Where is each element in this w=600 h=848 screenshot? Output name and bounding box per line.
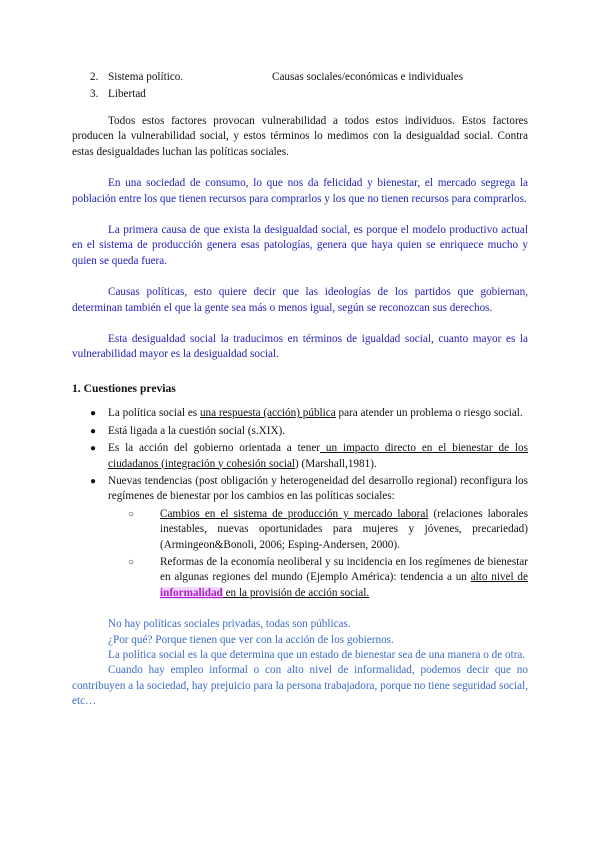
list-item xyxy=(72,441,528,472)
document-page xyxy=(72,70,528,710)
text: (relaciones laborales inestables, nuevas oportunidades para mujeres y jóvenes, precariedad) (Armingeon&Bonoli, 2006; Esping-Andersen, 2000). xyxy=(160,507,528,551)
underlined-text: en la provisión de acción social. xyxy=(222,586,370,599)
text: Es la acción del gobierno orientada a tener xyxy=(108,442,321,455)
list-label: Sistema político. xyxy=(108,71,184,83)
blue-paragraph: Causas políticas, esto quiere decir que las ideologías de los partidos que gobiernan, determinan también el que la gente sea más o menos igual, según se reconozcan sus derechos. xyxy=(72,286,528,314)
blue-paragraph: La primera causa de que exista la desigualdad social, es porque el modelo productivo actual en el sistema de producción genera esas patologías, genera que haya quien se enriquece mucho y quien se queda fuera. xyxy=(72,224,528,267)
sub-list xyxy=(108,507,528,601)
list-item xyxy=(72,87,528,104)
list-item xyxy=(72,424,528,439)
underlined-text: alto nivel de xyxy=(470,571,528,584)
text: (Marshall,1981). xyxy=(298,457,377,470)
paragraph: Todos estos factores provocan vulnerabilidad a todos estos individuos. Estos factores producen la vulnerabilidad social, y estos términos lo medimos con la desigualdad social. Contra estas desigualdades luchan las políticas sociales. xyxy=(72,115,528,158)
list-item xyxy=(72,474,528,601)
text: La política social es xyxy=(108,407,200,420)
sub-list-item xyxy=(72,507,528,553)
list-label: Libertad xyxy=(108,88,146,100)
closing-notes xyxy=(72,617,528,709)
highlighted-text: informalidad xyxy=(160,586,223,599)
underlined-text: un impacto directo en el bienestar de los ciudadanos (integración y cohesión social) xyxy=(108,442,528,470)
bullet-icon: ● xyxy=(90,443,97,455)
note-line: No hay políticas sociales privadas, todas son públicas. xyxy=(108,618,351,631)
list-item xyxy=(72,406,528,421)
text: para atender un problema o riesgo social. xyxy=(335,407,523,420)
blue-paragraph: En una sociedad de consumo, lo que nos da felicidad y bienestar, el mercado segrega la población entre los que tienen recursos para comprarlos y los que no tienen recursos para comprarlos. xyxy=(72,177,528,205)
numbered-list xyxy=(72,70,528,104)
underlined-text: Cambios en el sistema de producción y mercado laboral xyxy=(160,507,429,520)
underlined-text: una respuesta (acción) pública xyxy=(199,407,336,420)
circle-bullet-icon: ○ xyxy=(128,556,135,568)
bullet-icon: ● xyxy=(90,475,97,487)
blue-paragraph: Esta desigualdad social la traducimos en términos de igualdad social, cuanto mayor es la vulnerabilidad mayor es la desigualdad social. xyxy=(72,333,528,361)
note-line: ¿Por qué? Porque tienen que ver con la acción de los gobiernos. xyxy=(108,633,394,646)
text: Nuevas tendencias (post obligación y heterogeneidad del desarrollo regional) reconfigura los regímenes de bienestar por los cambios en las políticas sociales: xyxy=(108,474,528,503)
text: Está ligada a la cuestión social (s.XIX). xyxy=(108,424,286,437)
note-line: La política social es la que determina que un estado de bienestar sea de una manera o de otra. xyxy=(108,648,526,661)
circle-bullet-icon: ○ xyxy=(128,508,135,520)
list-number: 2. xyxy=(90,71,99,83)
list-item xyxy=(72,70,528,87)
text: Reformas de la economía neoliberal y su incidencia en los regímenes de bienestar en algunas regiones del mundo (Ejemplo América): tendencia a un xyxy=(160,555,528,584)
bullet-icon: ● xyxy=(90,408,97,420)
section-title: 1. Cuestiones previas xyxy=(72,381,176,395)
list-extra: Causas sociales/económicas e individuales xyxy=(272,71,464,83)
sub-list-item xyxy=(72,555,528,601)
list-number: 3. xyxy=(90,88,99,100)
bullet-list xyxy=(72,406,528,601)
bullet-icon: ● xyxy=(90,425,97,437)
note-line: Cuando hay empleo informal o con alto nivel de informalidad, podemos decir que no contribuyen a la sociedad, hay prejuicio para la persona trabajadora, porque no tiene seguridad social, etc… xyxy=(72,664,528,708)
